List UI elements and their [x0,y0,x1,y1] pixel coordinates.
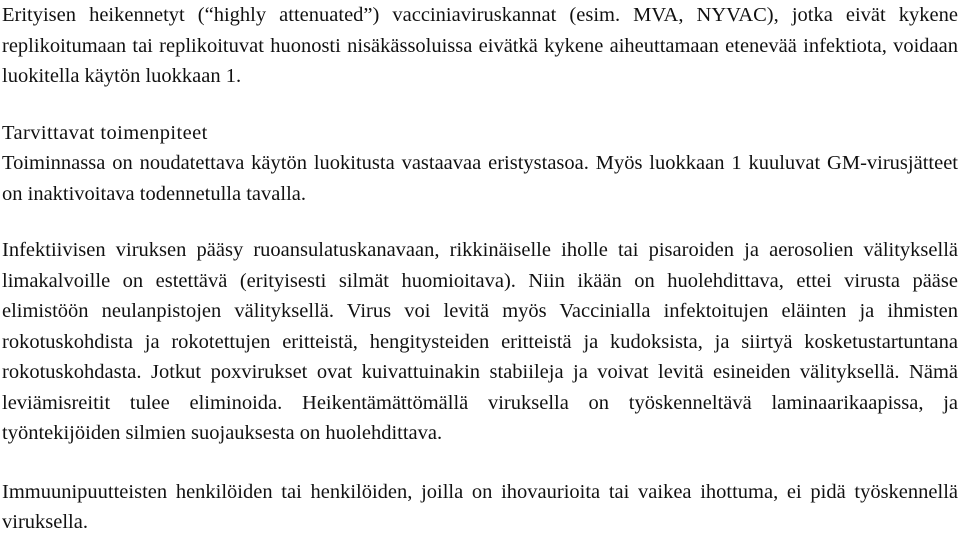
containment-paragraph: Toiminnassa on noudatettava käytön luokitusta vastaavaa eristystasoa. Myös luokkaan 1 kuuluvat GM-virusjätteet on inaktivoitava todennetulla tavalla. [2,152,958,205]
transmission-paragraph: Infektiivisen viruksen pääsy ruoansulatuskanavaan, rikkinäiselle iholle tai pisaroiden ja aerosolien välityksellä limakalvoille on estettävä (erityisesti silmät huomioitava). Niin ikään on huolehdittava, ettei virusta pääse elimistöön neulanpistojen välityksellä. Virus voi levitä myös Vaccinialla infektoitujen eläinten ja ihmisten rokotuskohdista ja rokotettujen eritteistä, hengitysteiden eritteistä ja kudoksista, ja siirtyä kosketustartuntana rokotuskohdasta. Jotkut poxvirukset ovat kuivattuinakin stabiileja ja voivat levitä esineiden välityksellä. Nämä leviämisreitit tulee eliminoida. Heikentämättömällä viruksella on työskenneltävä laminaarikaapissa, ja työntekijöiden silmien suojauksesta on huolehdittava. [2,239,958,444]
document-page [2,0,958,538]
intro-paragraph: Erityisen heikennetyt (“highly attenuated”) vacciniaviruskannat (esim. MVA, NYVAC), jotka eivät kykene replikoitumaan tai replikoituvat huonosti nisäkässoluissa eivätkä kykene aiheuttamaan etenevää infektiota, voidaan luokitella käytön luokkaan 1. [2,4,958,87]
section-heading: Tarvittavat toimenpiteet [2,121,208,144]
immunodeficiency-paragraph: Immuunipuutteisten henkilöiden tai henkilöiden, joilla on ihovaurioita tai vaikea ihottuma, ei pidä työskennellä viruksella. [2,480,958,533]
